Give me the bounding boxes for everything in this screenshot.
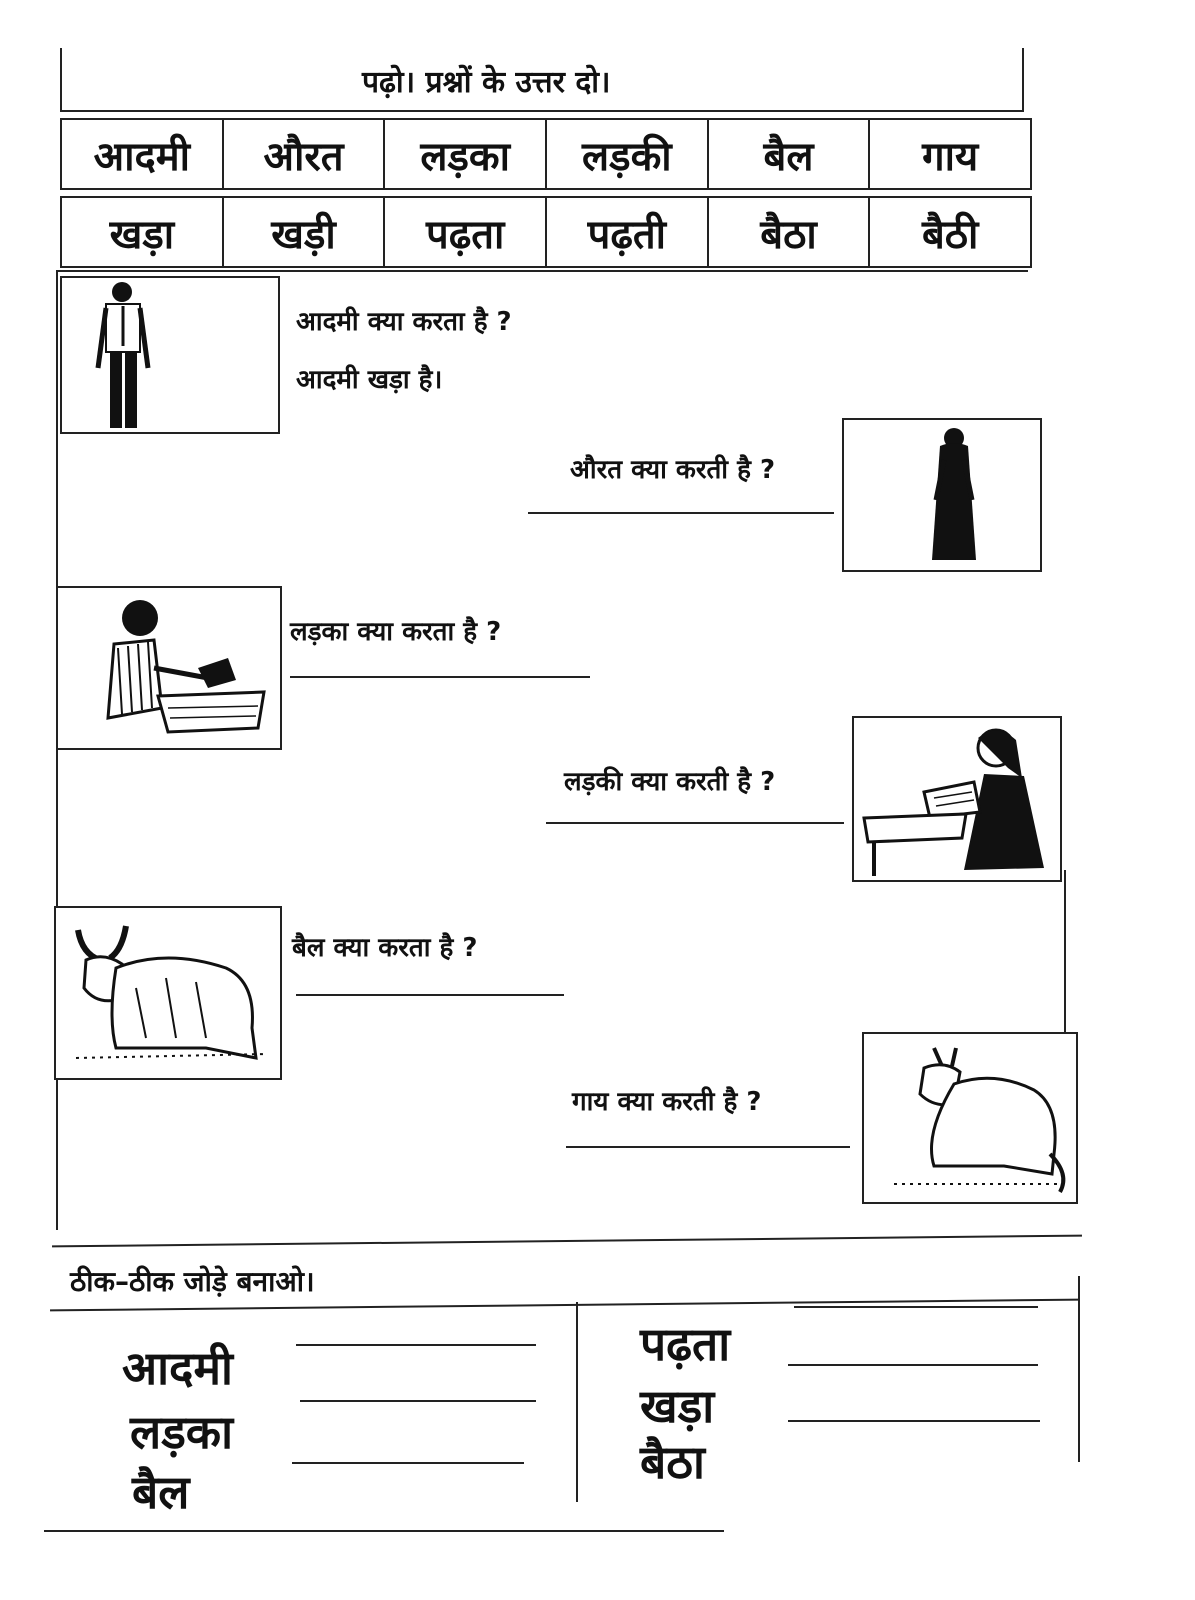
bottom-border (44, 1530, 724, 1532)
match-line[interactable] (300, 1400, 536, 1402)
word-cell: लड़की (547, 120, 709, 188)
picture-woman (842, 418, 1042, 572)
match-left-word: लड़का (130, 1405, 234, 1459)
question-cow: गाय क्या करती है ? (572, 1087, 762, 1117)
word-cell: बैठा (709, 198, 871, 266)
matching-title: ठीक–ठीक जोड़े बनाओ। (70, 1265, 315, 1298)
answer-line-girl[interactable] (546, 822, 844, 824)
left-border (56, 270, 58, 1230)
match-right-word: खड़ा (640, 1379, 715, 1433)
picture-boy (56, 586, 282, 750)
question-boy: लड़का क्या करता है ? (290, 617, 502, 647)
worksheet-title-box (60, 48, 1024, 112)
ox-sitting-icon (56, 908, 280, 1078)
right-border (1064, 870, 1066, 1040)
word-cell: आदमी (62, 120, 224, 188)
picture-ox (54, 906, 282, 1080)
woman-standing-icon (844, 420, 1040, 570)
answer-line-ox[interactable] (296, 994, 564, 996)
match-line[interactable] (788, 1364, 1038, 1366)
divider (52, 1235, 1082, 1248)
question-man: आदमी क्या करता है ? (296, 307, 512, 337)
match-right-word: बैठा (640, 1435, 705, 1489)
word-row-verbs (60, 196, 1032, 268)
word-cell: पढ़ती (547, 198, 709, 266)
answer-man: आदमी खड़ा है। (296, 365, 443, 395)
word-cell: लड़का (385, 120, 547, 188)
word-cell: गाय (922, 133, 979, 180)
match-line[interactable] (292, 1462, 524, 1464)
worksheet-title: पढ़ो। प्रश्नों के उत्तर दो। (362, 65, 611, 100)
question-girl: लड़की क्या करती है ? (564, 767, 776, 797)
match-line[interactable] (788, 1420, 1040, 1422)
divider (50, 1299, 1080, 1312)
answer-line-cow[interactable] (566, 1146, 850, 1148)
word-cell: बैल (709, 120, 871, 188)
question-woman: औरत क्या करती है ? (570, 455, 776, 485)
cow-sitting-icon (864, 1034, 1076, 1202)
picture-cow (862, 1032, 1078, 1204)
question-ox: बैल क्या करता है ? (292, 933, 478, 963)
answer-line-woman[interactable] (528, 512, 834, 514)
word-cell: पढ़ता (385, 198, 547, 266)
word-cell: औरत (224, 120, 386, 188)
word-row-nouns (60, 118, 1032, 190)
match-line[interactable] (296, 1344, 536, 1346)
girl-reading-icon (854, 718, 1060, 880)
match-line[interactable] (794, 1306, 1038, 1308)
divider (58, 270, 1028, 272)
column-divider (576, 1302, 578, 1502)
word-cell: खड़ी (224, 198, 386, 266)
boy-reading-icon (58, 588, 280, 748)
man-standing-icon (62, 278, 278, 432)
right-border (1078, 1276, 1080, 1462)
match-left-word: आदमी (122, 1341, 233, 1395)
match-left-word: बैल (132, 1465, 190, 1519)
match-right-word: पढ़ता (640, 1317, 731, 1371)
word-cell: खड़ा (62, 198, 224, 266)
picture-man (60, 276, 280, 434)
picture-girl (852, 716, 1062, 882)
answer-line-boy[interactable] (290, 676, 590, 678)
word-cell: बैठी (921, 211, 979, 258)
